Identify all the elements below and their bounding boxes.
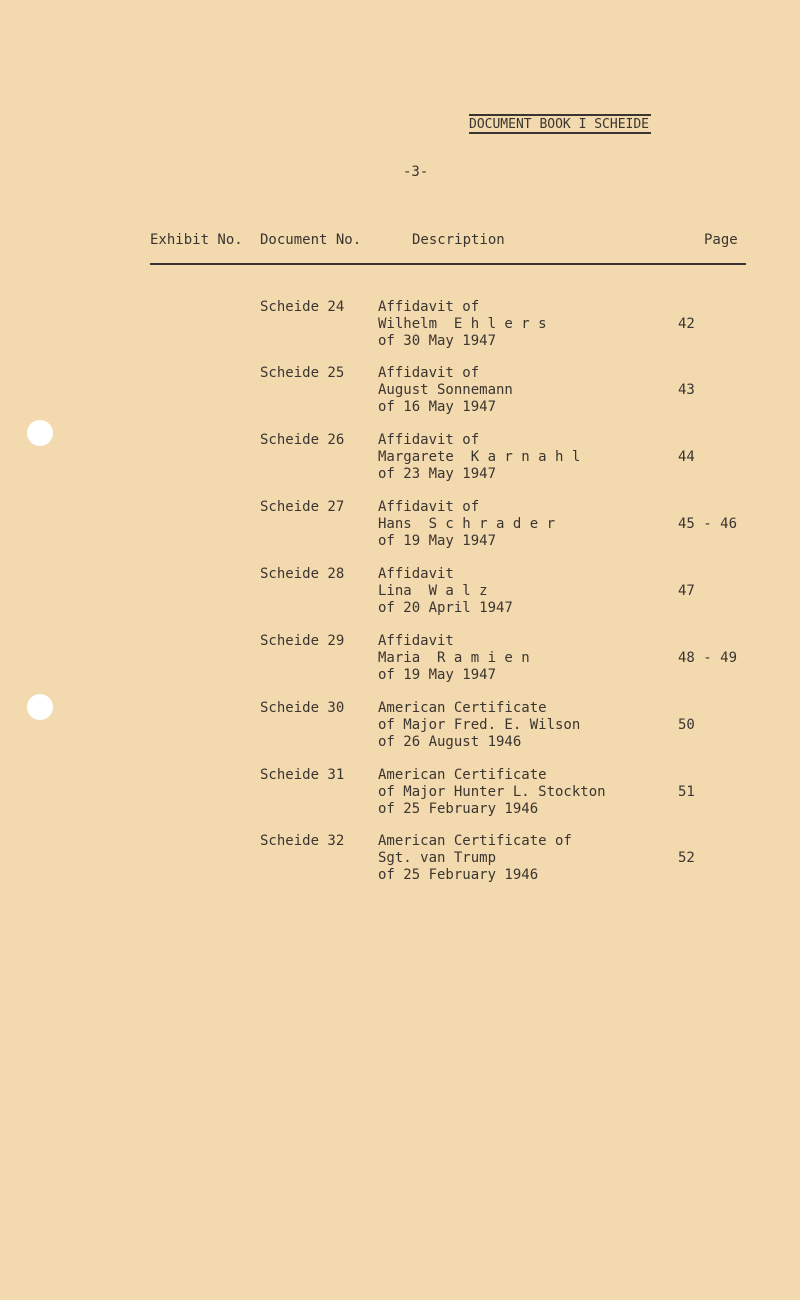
document-number: Scheide 27	[260, 499, 345, 515]
document-number: Scheide 30	[260, 700, 345, 716]
page-number: -3-	[403, 164, 429, 180]
description: American Certificate of Sgt. van Trump of 25 February 1946	[378, 833, 572, 883]
document-number: Scheide 31	[260, 767, 345, 783]
page-reference: 44	[678, 449, 695, 465]
page-reference: 48 - 49	[678, 650, 738, 666]
document-number: Scheide 28	[260, 566, 345, 582]
column-header-description: Description	[412, 232, 505, 248]
punch-hole	[27, 694, 53, 720]
page-reference: 50	[678, 717, 695, 733]
document-book-title: DOCUMENT BOOK I SCHEIDE	[469, 114, 651, 134]
page-reference: 42	[678, 316, 695, 332]
page-reference: 51	[678, 784, 695, 800]
description: American Certificate of Major Hunter L. Stockton of 25 February 1946	[378, 767, 606, 817]
column-header-exhibit: Exhibit No.	[150, 232, 243, 248]
page-reference: 45 - 46	[678, 516, 738, 532]
document-number: Scheide 32	[260, 833, 345, 849]
document-number: Scheide 26	[260, 432, 345, 448]
column-header-document: Document No.	[260, 232, 362, 248]
document-number: Scheide 29	[260, 633, 345, 649]
header-rule	[150, 263, 746, 265]
punch-hole	[27, 420, 53, 446]
page-reference: 43	[678, 382, 695, 398]
description: Affidavit of Hans S c h r a d e r of 19 May 1947	[378, 499, 556, 549]
page-reference: 52	[678, 850, 695, 866]
description: Affidavit of Wilhelm E h l e r s of 30 May 1947	[378, 299, 547, 349]
column-header-page: Page	[704, 232, 738, 248]
page-reference: 47	[678, 583, 695, 599]
description: Affidavit of August Sonnemann of 16 May 1947	[378, 365, 513, 415]
description: Affidavit of Margarete K a r n a h l of 23 May 1947	[378, 432, 581, 482]
document-number: Scheide 24	[260, 299, 345, 315]
description: American Certificate of Major Fred. E. Wilson of 26 August 1946	[378, 700, 581, 750]
description: Affidavit Lina W a l z of 20 April 1947	[378, 566, 513, 616]
document-number: Scheide 25	[260, 365, 345, 381]
description: Affidavit Maria R a m i e n of 19 May 1947	[378, 633, 530, 683]
